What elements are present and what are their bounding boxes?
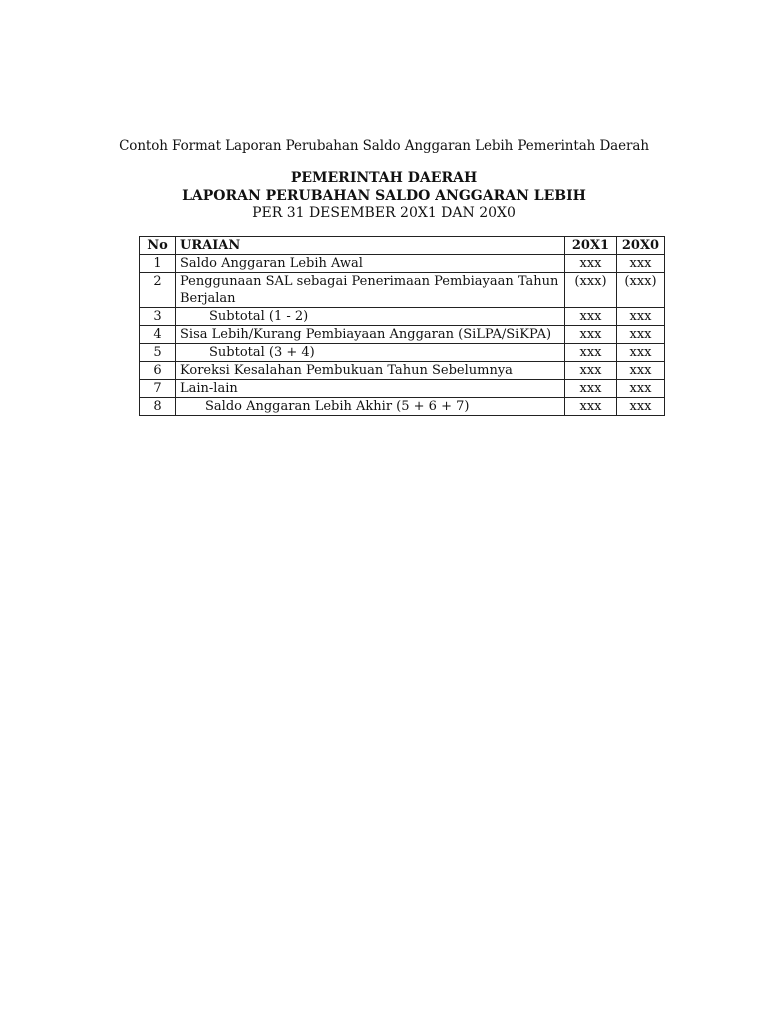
row-prior-year: xxx [617, 255, 665, 273]
row-current-year: xxx [565, 380, 617, 398]
row-description: Saldo Anggaran Lebih Akhir (5 + 6 + 7) [176, 398, 565, 416]
row-no: 3 [140, 308, 176, 326]
row-current-year: xxx [565, 344, 617, 362]
report-title: LAPORAN PERUBAHAN SALDO ANGGARAN LEBIH [182, 188, 586, 204]
entity-heading: PEMERINTAH DAERAH [290, 170, 478, 186]
row-no: 6 [140, 362, 176, 380]
row-current-year: xxx [565, 308, 617, 326]
row-current-year: xxx [565, 326, 617, 344]
row-description: Subtotal (3 + 4) [176, 344, 565, 362]
table-row [140, 344, 665, 362]
row-no: 4 [140, 326, 176, 344]
report-period: PER 31 DESEMBER 20X1 DAN 20X0 [252, 205, 516, 221]
sal-report-table [139, 236, 665, 416]
table-row [140, 380, 665, 398]
row-current-year: (xxx) [565, 273, 617, 308]
header-current-year: 20X1 [565, 237, 617, 255]
row-description: Koreksi Kesalahan Pembukuan Tahun Sebelumnya [176, 362, 565, 380]
row-prior-year: (xxx) [617, 273, 665, 308]
header-description: URAIAN [176, 237, 565, 255]
table-row [140, 273, 665, 308]
row-description: Lain-lain [176, 380, 565, 398]
table-row [140, 326, 665, 344]
header-no: No [140, 237, 176, 255]
row-no: 8 [140, 398, 176, 416]
row-no: 2 [140, 273, 176, 308]
row-description: Subtotal (1 - 2) [176, 308, 565, 326]
row-description: Penggunaan SAL sebagai Penerimaan Pembiayaan Tahun Berjalan [176, 273, 565, 308]
row-prior-year: xxx [617, 326, 665, 344]
row-prior-year: xxx [617, 398, 665, 416]
row-prior-year: xxx [617, 344, 665, 362]
row-prior-year: xxx [617, 308, 665, 326]
document-caption: Contoh Format Laporan Perubahan Saldo Anggaran Lebih Pemerintah Daerah [119, 138, 649, 154]
row-prior-year: xxx [617, 362, 665, 380]
row-current-year: xxx [565, 398, 617, 416]
table-row [140, 398, 665, 416]
table-row [140, 308, 665, 326]
row-current-year: xxx [565, 255, 617, 273]
row-description: Saldo Anggaran Lebih Awal [176, 255, 565, 273]
row-current-year: xxx [565, 362, 617, 380]
row-prior-year: xxx [617, 380, 665, 398]
table-row [140, 362, 665, 380]
header-prior-year: 20X0 [617, 237, 665, 255]
row-no: 7 [140, 380, 176, 398]
row-description: Sisa Lebih/Kurang Pembiayaan Anggaran (SiLPA/SiKPA) [176, 326, 565, 344]
row-no: 1 [140, 255, 176, 273]
row-no: 5 [140, 344, 176, 362]
table-row [140, 255, 665, 273]
table-header-row [140, 237, 665, 255]
